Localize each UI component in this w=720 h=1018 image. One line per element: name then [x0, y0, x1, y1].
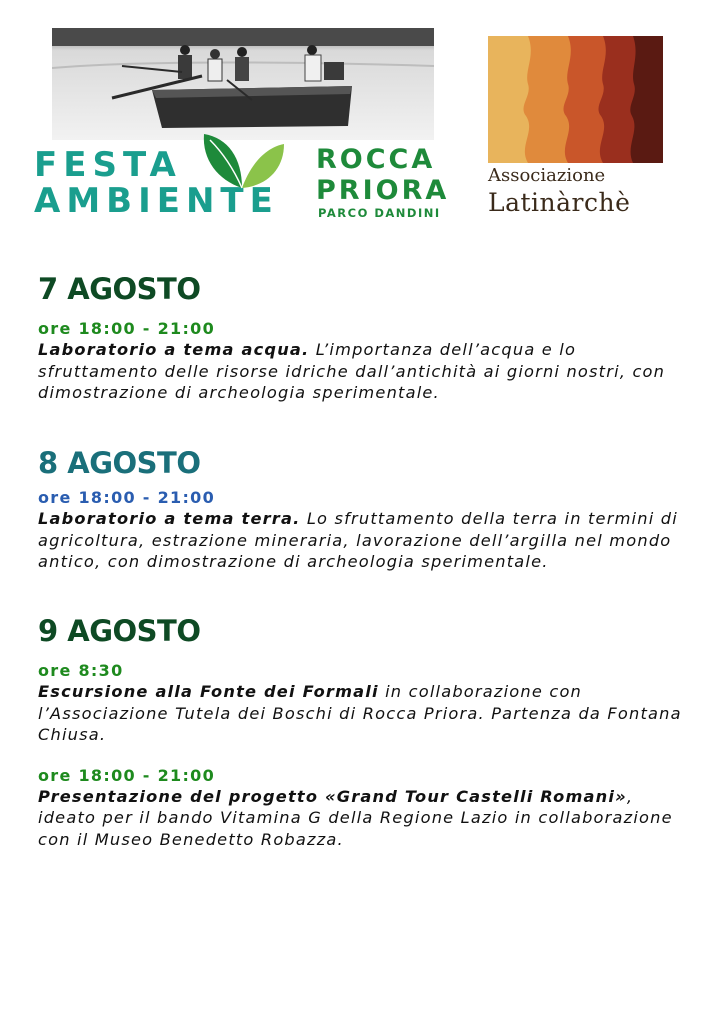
day-8-agosto [38, 446, 688, 573]
logo-ambiente: AMBIENTE [34, 181, 279, 221]
event-text: in collaborazione con l’Associazione Tutela dei Boschi di Rocca Priora. Partenza da Fontana Chiusa. [38, 682, 682, 744]
event-text: Lo sfruttamento della terra in termini di agricoltura, estrazione mineraria, lavorazione dell’argilla nel mondo antico, con dimostrazione di archeologia sperimentale. [38, 509, 678, 571]
event-lead: Laboratorio a tema acqua. [38, 340, 310, 359]
event-lead: Escursione alla Fonte dei Formali [38, 682, 379, 701]
event-time: ore 8:30 [38, 661, 124, 680]
day-title: 8 AGOSTO [38, 446, 201, 480]
event-time: ore 18:00 - 21:00 [38, 319, 216, 338]
event-text: L’importanza dell’acqua e lo sfruttamento delle risorse idriche dall’antichità ai giorni nostri, con dimostrazione di archeologia sperimentale. [38, 340, 666, 402]
event-time: ore 18:00 - 21:00 [38, 488, 216, 507]
event-time: ore 18:00 - 21:00 [38, 765, 216, 785]
logo-priora: PRIORA [316, 175, 450, 206]
event-lead: Presentazione del progetto «Grand Tour Castelli Romani» [38, 786, 627, 806]
association-label: Associazione [488, 165, 606, 186]
event-description [38, 508, 688, 573]
event-description [38, 339, 688, 404]
association-profiles-artwork [488, 36, 663, 163]
logo-parco-dandini: PARCO DANDINI [318, 206, 441, 220]
event-lead: Laboratorio a tema terra. [38, 509, 301, 528]
logo-festa: FESTA [34, 145, 182, 185]
day-9-agosto [38, 614, 688, 850]
event-text: , ideato per il bando Vitamina G della Regione Lazio in collaborazione con il Museo Benedetto Robazza. [38, 786, 673, 849]
logo-rocca: ROCCA [316, 144, 436, 175]
day-7-agosto [38, 272, 688, 404]
event-description [38, 681, 688, 746]
day-title: 9 AGOSTO [38, 614, 201, 648]
leaf-icon [198, 130, 286, 192]
event-description [38, 786, 688, 851]
day-title: 7 AGOSTO [38, 272, 201, 306]
association-brand: Latinàrchè [488, 188, 631, 217]
vintage-boat-photo [52, 28, 434, 140]
